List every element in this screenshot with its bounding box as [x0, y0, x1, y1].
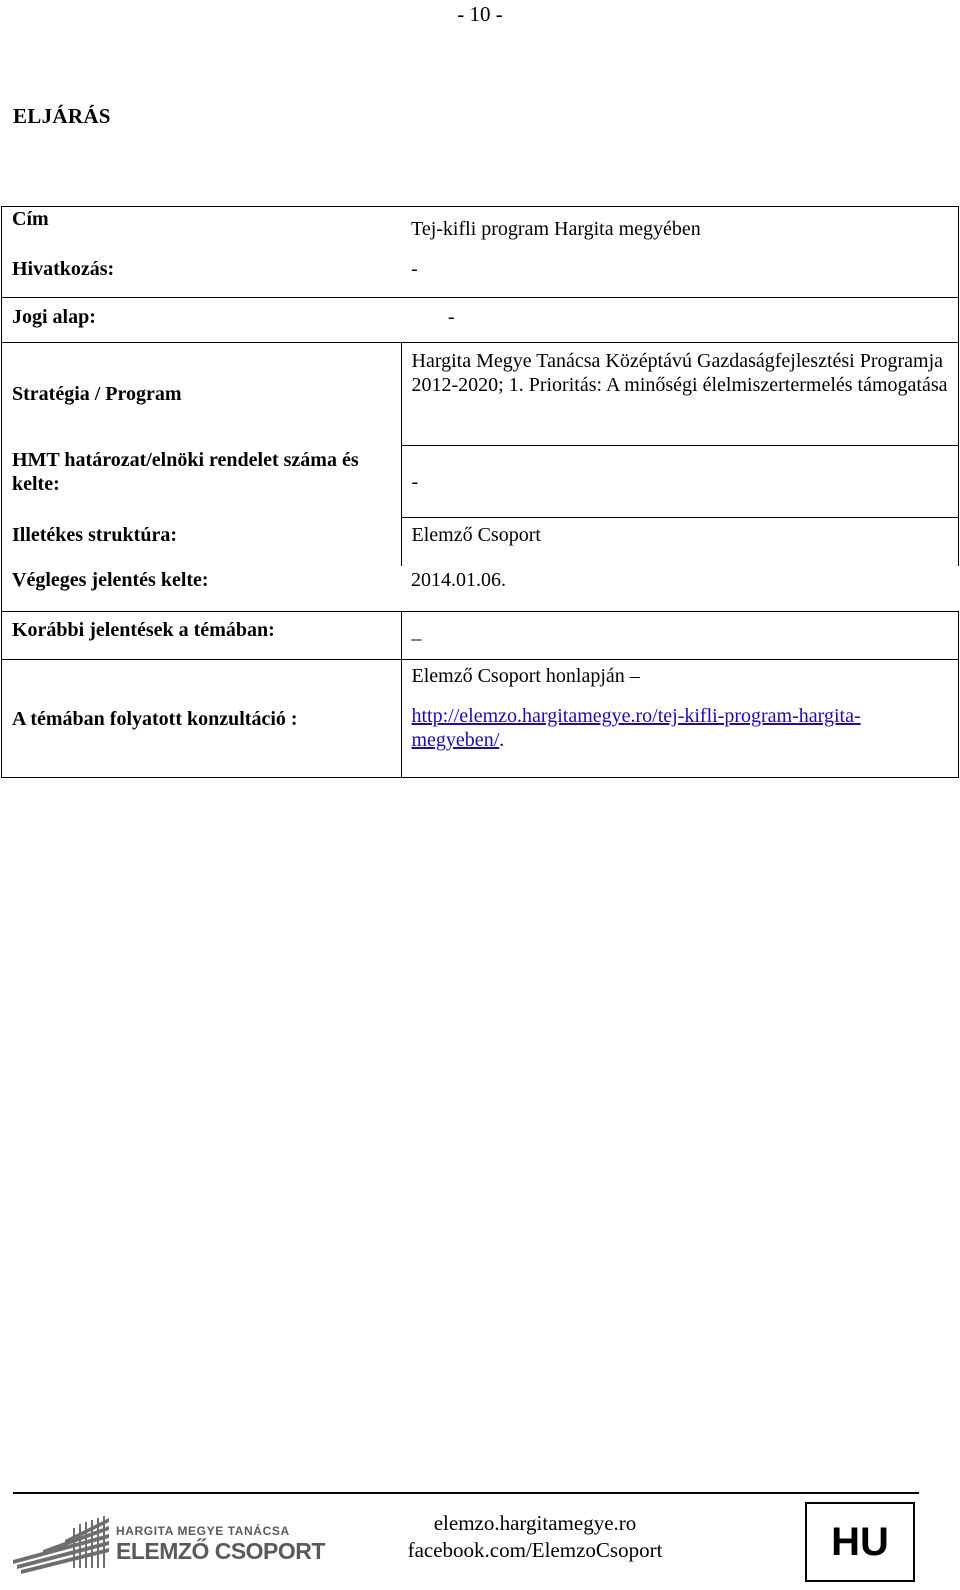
- label-vegleges: Végleges jelentés kelte:: [2, 566, 402, 612]
- elemzo-csoport-logo: [13, 1514, 325, 1574]
- procedure-info-table: [1, 206, 959, 778]
- value-hivatkozas: -: [401, 255, 959, 298]
- value-vegleges: 2014.01.06.: [401, 566, 959, 612]
- footer-divider: [13, 1492, 919, 1494]
- building-logo-icon: [13, 1514, 113, 1574]
- label-cim: Cím: [2, 207, 402, 255]
- label-jogi-alap: Jogi alap:: [2, 298, 402, 343]
- label-strategia: Stratégia / Program: [2, 343, 402, 446]
- page-number: - 10 -: [457, 2, 503, 26]
- logo-line-council: HARGITA MEGYE TANÁCSA: [116, 1524, 290, 1538]
- konzultacio-link[interactable]: http://elemzo.hargitamegye.ro/tej-kifli-program-hargita-megyeben/: [411, 705, 861, 751]
- label-hmt: HMT határozat/elnöki rendelet száma és kelte:: [2, 446, 402, 518]
- value-konzultacio: [401, 660, 959, 778]
- label-hivatkozas: Hivatkozás:: [2, 255, 402, 298]
- label-illetekes: Illetékes struktúra:: [2, 518, 402, 566]
- value-strategia: Hargita Megye Tanácsa Középtávú Gazdaságfejlesztési Programja 2012-2020; 1. Prioritás: A minőségi élelmiszertermelés támogatása: [401, 343, 959, 446]
- value-hmt: -: [401, 446, 959, 518]
- section-title: ELJÁRÁS: [13, 104, 111, 128]
- footer-links: [330, 1510, 740, 1564]
- footer-website[interactable]: elemzo.hargitamegye.ro: [433, 1511, 637, 1535]
- label-konzultacio: A témában folyatott konzultáció :: [2, 660, 402, 778]
- value-cim: Tej-kifli program Hargita megyében: [401, 207, 959, 255]
- value-korabbi: _: [401, 612, 959, 660]
- language-badge: HU: [805, 1502, 915, 1582]
- label-korabbi: Korábbi jelentések a témában:: [2, 612, 402, 660]
- logo-line-group: ELEMZŐ CSOPORT: [116, 1538, 325, 1564]
- konzultacio-link-line: http://elemzo.hargitamegye.ro/tej-kifli-program-hargita-megyeben/.: [411, 705, 861, 751]
- footer-facebook[interactable]: facebook.com/ElemzoCsoport: [407, 1538, 663, 1562]
- value-illetekes: Elemző Csoport: [401, 518, 959, 566]
- konzultacio-text: Elemző Csoport honlapján –: [411, 665, 640, 687]
- value-jogi-alap: -: [401, 298, 959, 343]
